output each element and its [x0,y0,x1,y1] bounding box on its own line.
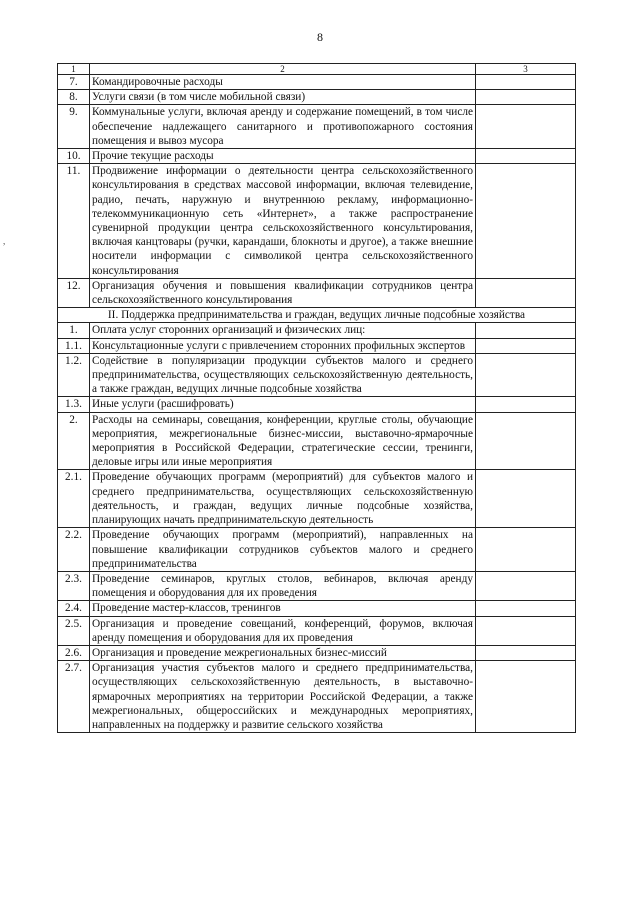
row-description: Консультационные услуги с привлечением сторонних профильных экспертов [90,338,476,353]
table-row [58,338,576,353]
row-description: Проведение обучающих программ (мероприятий) для субъектов малого и среднего предпринимательства, осуществляющих сельскохозяйственную деятельность, и граждан, ведущих личные подсобные хозяйства, планирующих начать предпринимательскую деятельность [90,470,476,528]
table-row [58,470,576,528]
table-row [58,149,576,164]
row-amount-cell [476,149,576,164]
table-row [58,105,576,149]
table-row [58,75,576,90]
row-number: 2.4. [58,601,90,616]
row-number: 1.3. [58,397,90,412]
row-amount-cell [476,412,576,470]
header-col-description: 2 [90,64,476,75]
row-description: Проведение мастер-классов, тренингов [90,601,476,616]
row-description: Услуги связи (в том числе мобильной связи) [90,90,476,105]
row-amount-cell [476,338,576,353]
row-amount-cell [476,470,576,528]
row-number: 8. [58,90,90,105]
row-amount-cell [476,90,576,105]
row-description: Расходы на семинары, совещания, конференции, круглые столы, обучающие мероприятия, межрегиональные бизнес-миссии, выставочно-ярмарочные мероприятия в Российской Федерации, стратегические сессии, тренинги, деловые игры или иные мероприятия [90,412,476,470]
scan-edge-mark: , [3,236,6,246]
row-amount-cell [476,105,576,149]
table-row [58,278,576,307]
row-description: Иные услуги (расшифровать) [90,397,476,412]
row-number: 2.2. [58,528,90,572]
row-number: 12. [58,278,90,307]
table-row [58,323,576,338]
row-number: 11. [58,164,90,279]
row-amount-cell [476,645,576,660]
table-row [58,661,576,733]
row-description: Проведение семинаров, круглых столов, вебинаров, включая аренду помещения и оборудования для их проведения [90,571,476,600]
row-description: Продвижение информации о деятельности центра сельскохозяйственного консультирования в средствах массовой информации, включая телевидение, радио, печать, наружную и внутреннюю рекламу, информационно-телекоммуникационную сеть «Интернет», а также распространение сувенирной продукции центра сельскохозяйственного консультирования, включая канцтовары (ручки, карандаши, блокноты и другое), а также внешние носители информации с символикой центра сельскохозяйственного консультирования [90,164,476,279]
table-row [58,164,576,279]
header-col-number: 1 [58,64,90,75]
row-amount-cell [476,278,576,307]
row-number: 1.2. [58,353,90,397]
row-description: Организация и проведение межрегиональных бизнес-миссий [90,645,476,660]
row-description: Оплата услуг сторонних организаций и физических лиц: [90,323,476,338]
row-number: 10. [58,149,90,164]
row-amount-cell [476,164,576,279]
row-description: Коммунальные услуги, включая аренду и содержание помещений, в том числе обеспечение надлежащего санитарного и противопожарного состояния помещения и вывоз мусора [90,105,476,149]
row-description: Командировочные расходы [90,75,476,90]
row-description: Содействие в популяризации продукции субъектов малого и среднего предпринимательства, осуществляющих сельскохозяйственную деятельность, а также граждан, ведущих личные подсобные хозяйства [90,353,476,397]
table-row [58,397,576,412]
row-number: 2.1. [58,470,90,528]
row-amount-cell [476,601,576,616]
table-header-row [58,64,576,75]
row-number: 2.7. [58,661,90,733]
table-row [58,412,576,470]
row-description: Организация и проведение совещаний, конференций, форумов, включая аренду помещения и оборудования для их проведения [90,616,476,645]
row-description: Проведение обучающих программ (мероприятий), направленных на повышение квалификации сотрудников субъектов малого и среднего предпринимательства [90,528,476,572]
row-amount-cell [476,397,576,412]
row-amount-cell [476,616,576,645]
row-description: Организация участия субъектов малого и среднего предпринимательства, осуществляющих сельскохозяйственную деятельность, в выставочно-ярмарочных мероприятиях на территории Российской Федерации, а также межрегиональных, общероссийских и международных мероприятиях, направленных на поддержку и развитие сельского хозяйства [90,661,476,733]
row-number: 2.3. [58,571,90,600]
table-row [58,528,576,572]
row-description: Прочие текущие расходы [90,149,476,164]
row-amount-cell [476,323,576,338]
section-heading-row [58,308,576,323]
row-amount-cell [476,353,576,397]
page-number: 8 [317,30,323,44]
row-amount-cell [476,571,576,600]
header-col-amount: 3 [476,64,576,75]
row-amount-cell [476,528,576,572]
row-number: 1.1. [58,338,90,353]
row-number: 7. [58,75,90,90]
table-row [58,353,576,397]
table-row [58,571,576,600]
row-amount-cell [476,661,576,733]
row-amount-cell [476,75,576,90]
row-description: Организация обучения и повышения квалификации сотрудников центра сельскохозяйственного консультирования [90,278,476,307]
table-row [58,601,576,616]
expense-table [57,63,576,733]
table-row [58,90,576,105]
row-number: 2. [58,412,90,470]
section-heading: II. Поддержка предпринимательства и граждан, ведущих личные подсобные хозяйства [58,308,576,323]
table-row [58,616,576,645]
row-number: 2.6. [58,645,90,660]
row-number: 2.5. [58,616,90,645]
row-number: 9. [58,105,90,149]
row-number: 1. [58,323,90,338]
table-row [58,645,576,660]
